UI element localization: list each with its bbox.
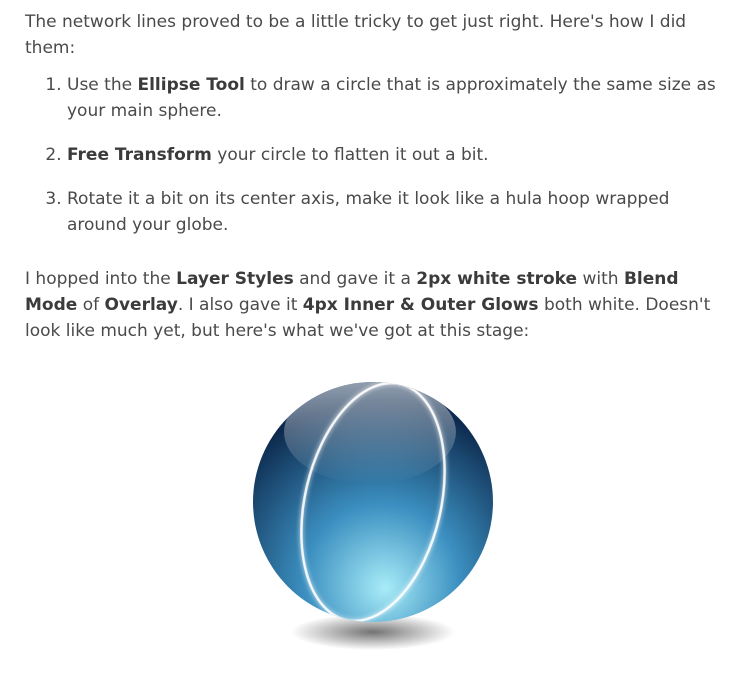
para-text: both white. Doesn't look like much yet, but here's what we've got at this stage: bbox=[25, 295, 711, 341]
para-text: of bbox=[77, 295, 105, 315]
para-bold: Layer Styles bbox=[176, 269, 294, 289]
sphere-illustration bbox=[248, 370, 498, 670]
sphere-figure bbox=[248, 370, 498, 670]
para-text: and gave it a bbox=[293, 269, 417, 289]
step-bold: Free Transform bbox=[67, 145, 212, 165]
step-text: Use the bbox=[67, 75, 138, 95]
step-text: Rotate it a bit on its center axis, make it look like a hula hoop wrapped around your globe. bbox=[67, 189, 670, 235]
sphere-gloss bbox=[284, 380, 456, 484]
step-item bbox=[67, 186, 722, 238]
para-bold: Overlay bbox=[104, 295, 178, 315]
step-item bbox=[67, 142, 722, 168]
layer-styles-paragraph bbox=[25, 266, 725, 344]
step-text: to draw a circle that is approximately the same size as your main sphere. bbox=[67, 75, 716, 121]
step-text: your circle to flatten it out a bit. bbox=[211, 145, 489, 165]
para-bold: Blend Mode bbox=[25, 269, 679, 315]
para-bold: 2px white stroke bbox=[416, 269, 578, 289]
step-bold: Ellipse Tool bbox=[137, 75, 245, 95]
steps-list bbox=[25, 72, 722, 256]
para-bold: 4px Inner & Outer Glows bbox=[302, 295, 539, 315]
para-text: . I also gave it bbox=[177, 295, 303, 315]
intro-text: The network lines proved to be a little tricky to get just right. Here's how I did them: bbox=[25, 12, 687, 58]
para-text: I hopped into the bbox=[25, 269, 177, 289]
para-text: with bbox=[577, 269, 624, 289]
step-item bbox=[67, 72, 722, 124]
